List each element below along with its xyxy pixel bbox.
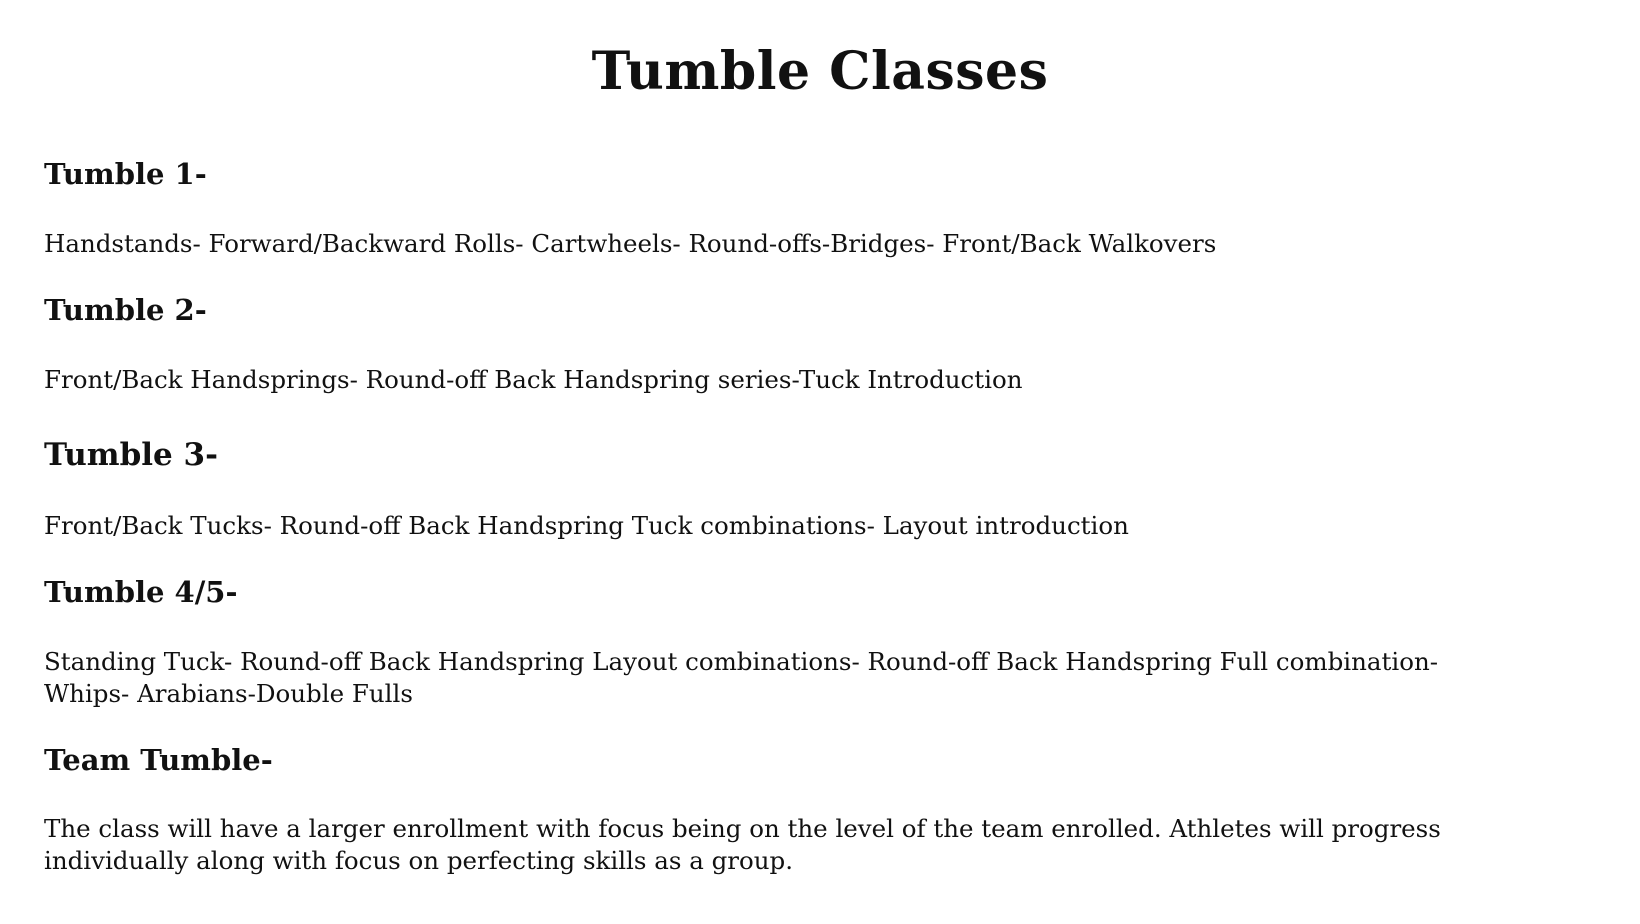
section-description: The class will have a larger enrollment with focus being on the level of the team enrolled. Athletes will progress individually along with focus on perfecting skills as a group. [44,814,1441,875]
section-description: Handstands- Forward/Backward Rolls- Cartwheels- Round-offs-Bridges- Front/Back Walkovers [44,229,1217,258]
section-description: Front/Back Tucks- Round-off Back Handspring Tuck combinations- Layout introduction [44,511,1129,540]
section-heading: Tumble 3- [44,437,218,473]
section-heading: Tumble 1- [44,157,207,191]
section-description: Standing Tuck- Round-off Back Handspring Layout combinations- Round-off Back Handspring Full combination- Whips- Arabians-Double Fulls [44,647,1439,708]
section-heading: Tumble 4/5- [44,575,238,609]
section-heading: Team Tumble- [44,743,273,777]
page-title: Tumble Classes [591,41,1049,102]
section-heading: Tumble 2- [44,293,207,327]
section-description: Front/Back Handsprings- Round-off Back Handspring series-Tuck Introduction [44,365,1023,394]
